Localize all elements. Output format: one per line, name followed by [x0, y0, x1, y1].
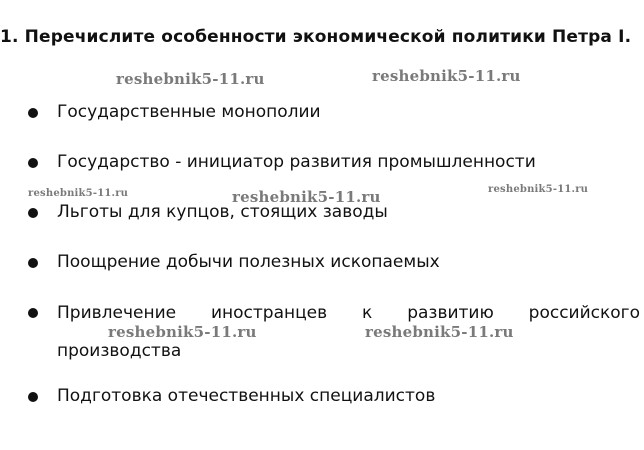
list-item-text: Привлечение иностранцев к развитию российского производства — [57, 303, 640, 361]
watermark: reshebnik5-11.ru — [372, 67, 521, 85]
bullet-icon — [28, 108, 38, 118]
bullet-icon — [28, 258, 38, 268]
watermark: reshebnik5-11.ru — [116, 70, 265, 88]
bullet-icon — [28, 158, 38, 168]
bullet-icon — [28, 392, 38, 402]
list-item-text: Подготовка отечественных специалистов — [57, 386, 436, 406]
list-item-text: Льготы для купцов, стоящих заводы — [57, 202, 388, 222]
watermark: reshebnik5-11.ru — [365, 323, 514, 341]
list-item-text: Поощрение добычи полезных ископаемых — [57, 252, 440, 272]
list-item-text: Государственные монополии — [57, 102, 321, 122]
bullet-icon — [28, 208, 38, 218]
question-heading: 1. Перечислите особенности экономической политики Петра I. — [0, 27, 632, 47]
bullet-icon — [28, 308, 38, 318]
watermark: reshebnik5-11.ru — [108, 323, 257, 341]
watermark: reshebnik5-11.ru — [28, 188, 129, 199]
list-item — [28, 386, 644, 406]
list-item — [28, 252, 644, 272]
watermark: reshebnik5-11.ru — [232, 188, 381, 206]
list-item — [28, 152, 644, 172]
watermark: reshebnik5-11.ru — [488, 184, 589, 195]
list-item-text: Государство - инициатор развития промышленности — [57, 152, 536, 172]
list-item — [28, 102, 644, 122]
